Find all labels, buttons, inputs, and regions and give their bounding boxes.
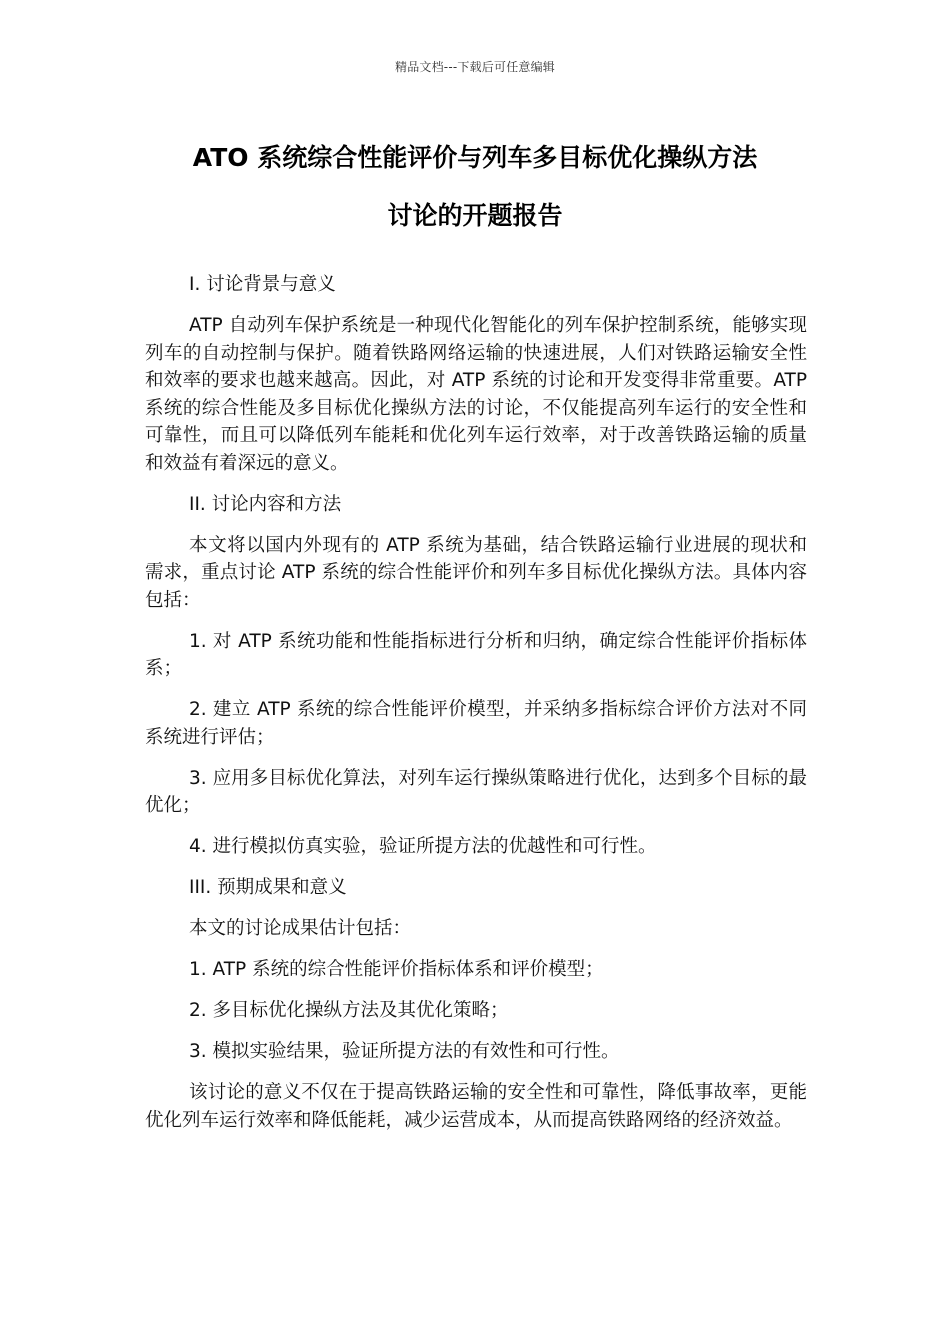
list-item-content-2: 2. 建立 ATP 系统的综合性能评价模型，并采纳多指标综合评价方法对不同系统进行评估； <box>145 699 807 748</box>
list-item-result-2: 2. 多目标优化操纵方法及其优化策略； <box>189 1000 509 1021</box>
document-title-line-1: ATO 系统综合性能评价与列车多目标优化操纵方法 <box>192 143 758 172</box>
paragraph-results-intro: 本文的讨论成果估计包括： <box>189 918 412 939</box>
list-item-content-1: 1. 对 ATP 系统功能和性能指标进行分析和归纳，确定综合性能评价指标体系； <box>145 630 807 679</box>
paragraph-content-intro: 本文将以国内外现有的 ATP 系统为基础，结合铁路运输行业进展的现状和需求，重点讨论 ATP 系统的综合性能评价和列车多目标优化操纵方法。具体内容包括： <box>145 534 807 611</box>
page-header-note: 精品文档---下载后可任意编辑 <box>395 60 555 74</box>
document-title-line-2: 讨论的开题报告 <box>387 201 563 230</box>
section-heading-expected-results: III. 预期成果和意义 <box>189 877 347 898</box>
list-item-result-1: 1. ATP 系统的综合性能评价指标体系和评价模型； <box>189 959 604 980</box>
section-heading-background: I. 讨论背景与意义 <box>189 274 336 295</box>
list-item-content-3: 3. 应用多目标优化算法，对列车运行操纵策略进行优化，达到多个目标的最优化； <box>145 767 807 816</box>
document-body <box>145 271 807 1148</box>
paragraph-significance: 该讨论的意义不仅在于提高铁路运输的安全性和可靠性，降低事故率，更能优化列车运行效率和降低能耗，减少运营成本，从而提高铁路网络的经济效益。 <box>145 1082 807 1131</box>
list-item-content-4: 4. 进行模拟仿真实验，验证所提方法的优越性和可行性。 <box>189 836 657 857</box>
paragraph-background: ATP 自动列车保护系统是一种现代化智能化的列车保护控制系统，能够实现列车的自动控制与保护。随着铁路网络运输的快速进展，人们对铁路运输安全性和效率的要求也越来越高。因此，对 ATP 系统的讨论和开发变得非常重要。ATP 系统的综合性能及多目标优化操纵方法的讨论，不仅能提高列车运行的安全性和可靠性，而且可以降低列车能耗和优化列车运行效率，对于改善铁路运输的质量和效益有着深远的意义。 <box>145 315 807 474</box>
section-heading-content-methods: II. 讨论内容和方法 <box>189 493 342 515</box>
list-item-result-3: 3. 模拟实验结果，验证所提方法的有效性和可行性。 <box>189 1041 620 1062</box>
